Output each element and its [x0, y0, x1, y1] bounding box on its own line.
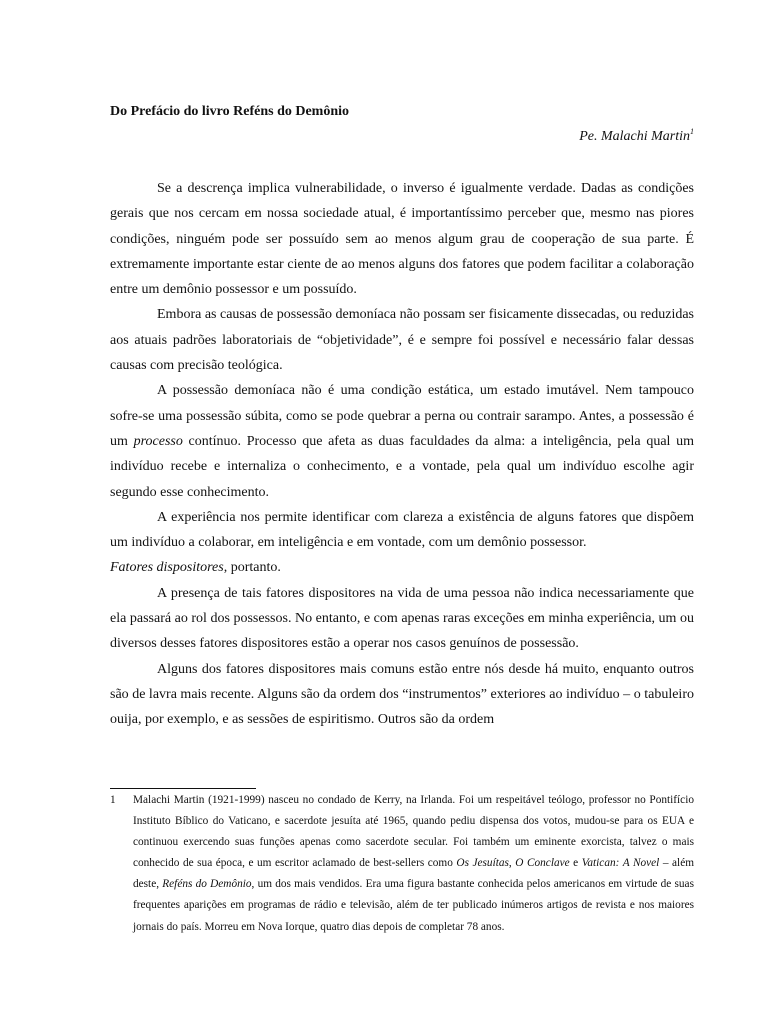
text-run: A experiência nos permite identificar com clareza a existência de alguns fatores que dispõem um indivíduo a colaborar, em inteligência e em vontade, com um demônio possessor.	[110, 509, 694, 551]
emphasis: processo	[133, 433, 183, 449]
paragraph	[110, 555, 694, 580]
book-title: Vatican: A Novel	[581, 857, 660, 870]
author-name: Pe. Malachi Martin	[579, 129, 690, 144]
text-run: Malachi Martin (1921-1999) nasceu no condado de Kerry, na Irlanda. Foi um respeitável teólogo, professor no Pontifício Instituto Bíblico do Vaticano, e sacerdote jesuíta até 1965, quando pediu dispensa dos votos, mudou-se para os EUA e continuou exercendo suas funções apenas como sacerdote secular. Foi também um eminente exorcista, talvez o mais conhecido de sua época, e um escritor aclamado de best-sellers como	[133, 794, 694, 870]
footnote-reference: 1	[690, 127, 694, 136]
text-run: – além deste,	[133, 857, 694, 891]
paragraph	[110, 302, 694, 378]
paragraph	[110, 378, 694, 504]
footnote-text	[133, 790, 694, 938]
text-run: Alguns dos fatores dispositores mais comuns estão entre nós desde há muito, enquanto outros são de lavra mais recente. Alguns são da ordem dos “instrumentos” exteriores ao indivíduo – o tabuleiro ouija, por exemplo, e as sessões de espiritismo. Outros são da ordem	[110, 661, 694, 728]
emphasis: Fatores dispositores	[110, 560, 224, 576]
book-title: Os Jesuítas	[456, 857, 509, 870]
paragraph	[110, 657, 694, 733]
body-text	[110, 176, 694, 733]
text-run: contínuo. Processo que afeta as duas faculdades da alma: a inteligência, pela qual um indivíduo recebe e internaliza o conhecimento, e a vontade, pela qual um indivíduo escolhe agir segundo esse conhecimento.	[110, 433, 695, 500]
footnote-number: 1	[110, 794, 116, 806]
book-title: O Conclave	[515, 857, 570, 870]
text-run: A presença de tais fatores dispositores na vida de uma pessoa não indica necessariamente que ela passará ao rol dos possessos. No entanto, e com apenas raras exceções em minha experiência, um ou diversos desses fatores dispositores estão a operar nos casos genuínos de possessão.	[110, 585, 694, 652]
text-run: e	[569, 857, 582, 870]
text-run: Se a descrença implica vulnerabilidade, o inverso é igualmente verdade. Dadas as condições gerais que nos cercam em nossa sociedade atual, é importantíssimo perceber que, mesmo nas piores condições, ninguém pode ser possuído sem ao menos algum grau de cooperação de sua parte. É extremamente importante estar ciente de ao menos alguns dos fatores que podem facilitar a colaboração entre um demônio possessor e um possuído.	[110, 181, 694, 298]
text-run: , portanto.	[223, 560, 281, 576]
author-line	[579, 129, 694, 145]
paragraph	[110, 581, 694, 657]
paragraph	[110, 505, 694, 556]
document-title: Do Prefácio do livro Reféns do Demônio	[110, 104, 350, 119]
text-run: Embora as causas de possessão demoníaca não possam ser fisicamente dissecadas, ou reduzidas aos atuais padrões laboratoriais de “objetividade”, é e sempre foi possível e necessário falar dessas causas com precisão teológica.	[110, 307, 694, 374]
paragraph	[110, 176, 694, 302]
text-run: A possessão demoníaca não é uma condição estática, um estado imutável. Nem tampouco sofre-se uma possessão súbita, como se pode quebrar a perna ou contrair sarampo. Antes, a possessão é um	[110, 383, 694, 449]
footnote	[110, 790, 694, 938]
text-run: , um dos mais vendidos. Era uma figura bastante conhecida pelos americanos em virtude de suas frequentes aparições em programas de rádio e televisão, além de ter publicado inúmeros artigos de revista e nos maiores jornais do país. Morreu em Nova Iorque, quatro dias depois de completar 78 anos.	[133, 878, 694, 933]
footnote-separator	[110, 788, 256, 789]
text-run: ,	[508, 857, 516, 870]
book-title: Reféns do Demônio	[162, 878, 252, 891]
